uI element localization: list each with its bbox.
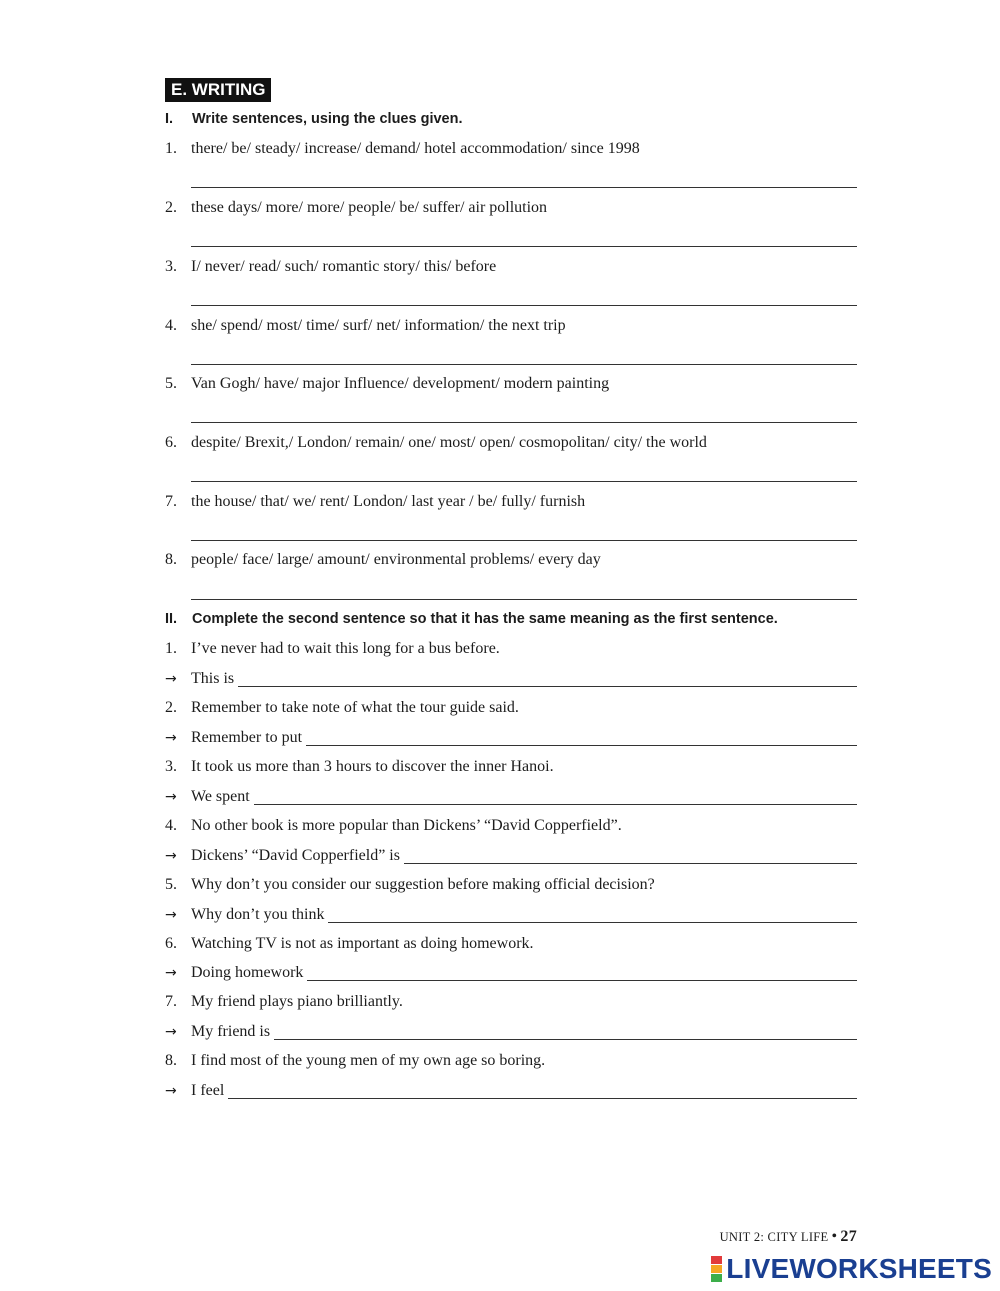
arrow-icon: → xyxy=(165,965,177,981)
rewrite-row xyxy=(165,727,857,749)
clue-text: Van Gogh/ have/ major Influence/ development/ modern painting xyxy=(191,375,610,392)
answer-blank-1[interactable] xyxy=(238,668,857,687)
list-item: 4. No other book is more popular than Dickens’ “David Copperfield”. xyxy=(165,817,622,834)
answer-blank-8[interactable] xyxy=(228,1080,857,1099)
rewrite-row xyxy=(165,1080,857,1102)
original-sentence: It took us more than 3 hours to discover the inner Hanoi. xyxy=(191,758,554,775)
list-item: 8. people/ face/ large/ amount/ environmental problems/ every day xyxy=(165,551,601,568)
answer-blank-3[interactable] xyxy=(254,786,857,805)
arrow-icon: → xyxy=(165,848,177,864)
rewrite-stem: My friend is xyxy=(191,1023,271,1040)
list-item: 5. Why don’t you consider our suggestion before making official decision? xyxy=(165,876,655,893)
clue-text: people/ face/ large/ amount/ environmental problems/ every day xyxy=(191,551,601,568)
clue-text: she/ spend/ most/ time/ surf/ net/ information/ the next trip xyxy=(191,317,566,334)
arrow-icon: → xyxy=(165,730,177,746)
rewrite-row xyxy=(165,845,857,867)
arrow-icon: → xyxy=(165,1083,177,1099)
answer-line-7[interactable] xyxy=(191,516,857,541)
part1-instruction: Write sentences, using the clues given. xyxy=(192,111,463,127)
rewrite-row xyxy=(165,786,857,808)
list-item: 5. Van Gogh/ have/ major Influence/ development/ modern painting xyxy=(165,375,610,392)
original-sentence: I’ve never had to wait this long for a bus before. xyxy=(191,640,500,657)
rewrite-stem: I feel xyxy=(191,1082,225,1099)
original-sentence: I find most of the young men of my own age so boring. xyxy=(191,1052,546,1069)
liveworksheets-logo xyxy=(711,1252,992,1286)
answer-line-1[interactable] xyxy=(191,163,857,188)
clue-text: despite/ Brexit,/ London/ remain/ one/ most/ open/ cosmopolitan/ city/ the world xyxy=(191,434,707,451)
rewrite-row xyxy=(165,1021,857,1043)
rewrite-stem: Dickens’ “David Copperfield” is xyxy=(191,847,400,864)
rewrite-row xyxy=(165,668,857,690)
answer-line-8[interactable] xyxy=(191,575,857,600)
rewrite-stem: Remember to put xyxy=(191,729,303,746)
original-sentence: Remember to take note of what the tour guide said. xyxy=(191,699,519,716)
rewrite-row xyxy=(165,904,857,926)
clue-text: the house/ that/ we/ rent/ London/ last year / be/ fully/ furnish xyxy=(191,493,586,510)
list-item: 2. Remember to take note of what the tour guide said. xyxy=(165,699,519,716)
bullet-separator: • xyxy=(831,1228,838,1245)
section-title: E. WRITING xyxy=(165,78,271,102)
answer-blank-2[interactable] xyxy=(306,727,857,746)
list-item: 1. there/ be/ steady/ increase/ demand/ hotel accommodation/ since 1998 xyxy=(165,140,640,157)
list-item: 6. Watching TV is not as important as doing homework. xyxy=(165,935,534,952)
part1-heading xyxy=(165,111,462,127)
answer-line-6[interactable] xyxy=(191,457,857,482)
original-sentence: Watching TV is not as important as doing homework. xyxy=(191,935,534,952)
original-sentence: No other book is more popular than Dickens’ “David Copperfield”. xyxy=(191,817,622,834)
page-number: 27 xyxy=(840,1228,857,1245)
brand-name: LIVEWORKSHEETS xyxy=(726,1253,992,1284)
rewrite-stem: We spent xyxy=(191,788,250,805)
rewrite-stem: Why don’t you think xyxy=(191,906,325,923)
arrow-icon: → xyxy=(165,1024,177,1040)
logo-blocks-icon xyxy=(711,1256,722,1282)
part2-instruction: Complete the second sentence so that it has the same meaning as the first sentence. xyxy=(192,611,778,627)
list-item: 7. the house/ that/ we/ rent/ London/ last year / be/ fully/ furnish xyxy=(165,493,586,510)
answer-line-4[interactable] xyxy=(191,340,857,365)
answer-blank-4[interactable] xyxy=(404,845,857,864)
answer-line-2[interactable] xyxy=(191,222,857,247)
list-item: 3. I/ never/ read/ such/ romantic story/ this/ before xyxy=(165,258,497,275)
answer-line-3[interactable] xyxy=(191,281,857,306)
arrow-icon: → xyxy=(165,907,177,923)
part1-numeral: I. xyxy=(165,111,174,127)
list-item: 2. these days/ more/ more/ people/ be/ suffer/ air pollution xyxy=(165,199,548,216)
unit-label: UNIT 2: CITY LIFE xyxy=(719,1230,829,1244)
list-item: 6. despite/ Brexit,/ London/ remain/ one/ most/ open/ cosmopolitan/ city/ the world xyxy=(165,434,707,451)
clue-text: there/ be/ steady/ increase/ demand/ hotel accommodation/ since 1998 xyxy=(191,140,640,157)
list-item: 4. she/ spend/ most/ time/ surf/ net/ information/ the next trip xyxy=(165,317,566,334)
rewrite-stem: This is xyxy=(191,670,235,687)
clue-text: these days/ more/ more/ people/ be/ suffer/ air pollution xyxy=(191,199,548,216)
page-footer xyxy=(720,1228,857,1246)
answer-blank-7[interactable] xyxy=(274,1021,857,1040)
rewrite-stem: Doing homework xyxy=(191,964,304,981)
answer-blank-5[interactable] xyxy=(328,904,857,923)
original-sentence: My friend plays piano brilliantly. xyxy=(191,993,403,1010)
answer-blank-6[interactable] xyxy=(307,962,857,981)
original-sentence: Why don’t you consider our suggestion before making official decision? xyxy=(191,876,655,893)
list-item: 8. I find most of the young men of my own age so boring. xyxy=(165,1052,546,1069)
part2-heading xyxy=(165,611,778,627)
list-item: 7. My friend plays piano brilliantly. xyxy=(165,993,403,1010)
list-item: 1. I’ve never had to wait this long for a bus before. xyxy=(165,640,500,657)
arrow-icon: → xyxy=(165,671,177,687)
clue-text: I/ never/ read/ such/ romantic story/ this/ before xyxy=(191,258,497,275)
part2-numeral: II. xyxy=(165,611,178,627)
answer-line-5[interactable] xyxy=(191,398,857,423)
list-item: 3. It took us more than 3 hours to discover the inner Hanoi. xyxy=(165,758,554,775)
arrow-icon: → xyxy=(165,789,177,805)
rewrite-row xyxy=(165,962,857,984)
